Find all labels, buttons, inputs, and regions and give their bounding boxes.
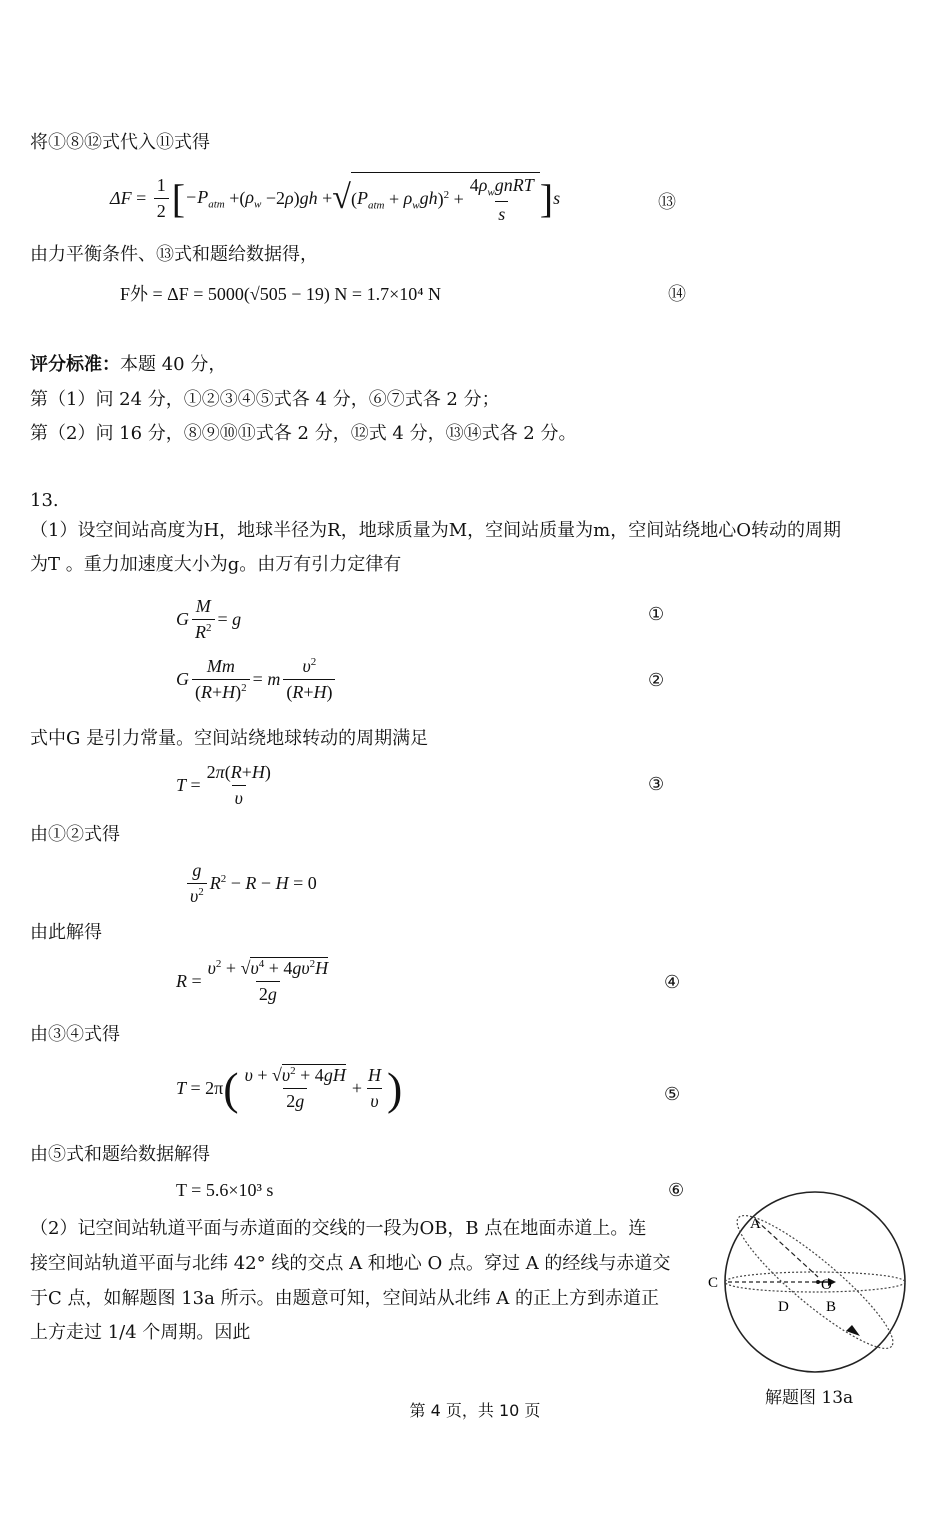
text-line: 接空间站轨道平面与北纬 42° 线的交点 A 和地心 O 点。穿过 A 的经线与赤道交 [30,1253,671,1274]
equation-4: R = $\frac{\upsilon^2 + √\upsilon^4 + 4g\upsilon^2H}{2g}$ [176,958,329,1004]
equation-5: T = 2π ( $\frac{\upsilon + √\upsilon^2 + 4gH}{2g}$ + $\frac{H}{\upsilon}$ ) [176,1063,403,1114]
text-line: 式中G 是引力常量。空间站绕地球转动的周期满足 [30,728,429,749]
text-line: 由①②式得 [30,824,120,845]
label-D: D [778,1299,789,1315]
earth-orbit-figure [700,1185,920,1385]
text-line: 第（2）问 16 分，⑧⑨⑩⑪式各 2 分，⑫式 4 分，⑬⑭式各 2 分。 [30,423,577,444]
text-line: 第（1）问 24 分，①②③④⑤式各 4 分，⑥⑦式各 2 分； [30,389,500,410]
equation-1: G $\frac{M}{R^2}$ = g [176,596,242,642]
equation-6: T = 5.6×10³ s [176,1180,274,1200]
equation-3: T = $\frac{2\pi(R+H)}{\upsilon}$ [176,762,271,808]
orbit-direction-arrow [846,1325,860,1336]
text-line: 由此解得 [30,922,102,943]
equation-number: ⑬ [658,192,676,213]
figure-caption: 解题图 13a [765,1388,854,1408]
page-footer: 第 4 页，共 10 页 [409,1401,541,1420]
text-line: （2）记空间站轨道平面与赤道面的交线的一段为OB，B 点在地面赤道上。连 [30,1218,647,1239]
text-line: 由⑤式和题给数据解得 [30,1144,210,1165]
center-point [816,1280,820,1284]
label-C: C [708,1275,719,1291]
scoring-total: 本题 40 分， [120,354,227,375]
label-O: O [821,1277,832,1293]
equation-13: ΔF = $\frac{1}{2}$ [ $-P_{atm}$ +( $\rho_w$ −2 ρ ) gh + √ ( $P_{atm}$ + $\rho_wgh$ )$^2$ + $\frac{4\rho_wgnRT}{s}$ ] s [110,172,560,225]
text-line: （1）设空间站高度为H，地球半径为R，地球质量为M，空间站质量为m，空间站绕地心O转动的周期 [30,520,841,541]
text-line: 将①⑧⑫式代入⑪式得 [30,132,210,153]
label-A: A [750,1216,761,1232]
equation-number: ⑤ [664,1084,681,1105]
equation-number: ③ [648,774,665,795]
text-line: 为T 。重力加速度大小为g。由万有引力定律有 [30,554,402,575]
equation-number: ⑥ [668,1180,685,1201]
equation-14: F外 = ΔF = 5000(√505 − 19) N = 1.7×10⁴ N [120,284,441,304]
equation-number: ② [648,670,665,691]
scoring-title: 评分标准： [30,354,120,375]
text-line: 由力平衡条件、⑬式和题给数据得， [30,244,318,265]
line-AO [756,1220,818,1277]
equation-2: G $\frac{Mm}{(R+H)^2}$ = m $\frac{\upsilon^2}{(R+H)}$ [176,656,338,703]
scoring-header [30,352,226,378]
equation-quadratic: $\frac{g}{\upsilon^2}$ $R^2$ − R − H = 0 [184,860,317,907]
text-line: 由③④式得 [30,1024,120,1045]
equation-number: ④ [664,972,681,993]
text-line: 上方走过 1/4 个周期。因此 [30,1322,251,1343]
text-line: 于C 点，如解题图 13a 所示。由题意可知，空间站从北纬 A 的正上方到赤道正 [30,1288,660,1309]
label-B: B [826,1299,837,1315]
equation-number: ⑭ [668,284,686,305]
question-number: 13. [30,490,59,511]
equation-number: ① [648,604,665,625]
